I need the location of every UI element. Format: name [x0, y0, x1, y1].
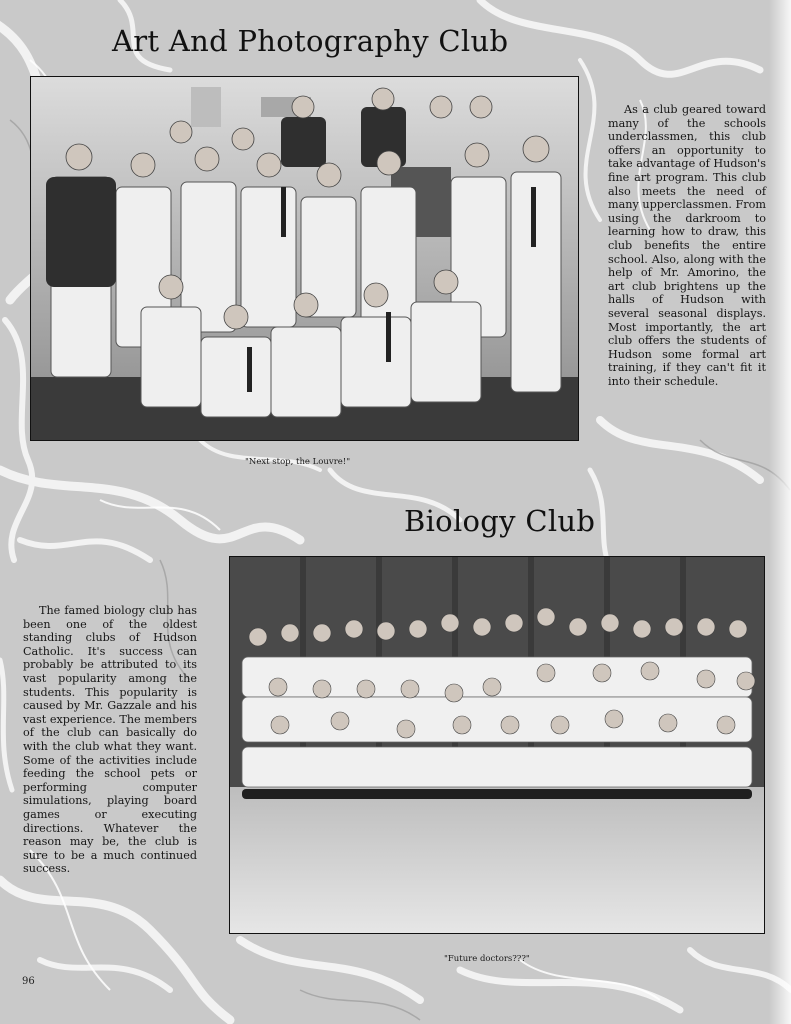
art-club-title: Art And Photography Club [112, 24, 509, 58]
art-club-photo [30, 76, 579, 441]
page-number: 96 [22, 976, 35, 987]
biology-club-photo [229, 556, 765, 934]
art-club-body: As a club geared toward many of the schools underclassmen, this club offers an opportunity to take advantage of Hudson's fine art program. This club also meets the need of many upperclassmen. From using the darkroom to learning how to draw, this club benefits the entire school. Also, along with the help of Mr. Amorino, the art club brightens up the halls of Hudson with several seasonal displays. Most importantly, the art club offers the students of Hudson some formal art training, if they can't fit it into their schedule. [608, 103, 766, 388]
biology-club-caption: "Future doctors???" [444, 954, 530, 964]
page-edge [769, 0, 791, 1024]
biology-club-body: The famed biology club has been one of the oldest standing clubs of Hudson Catholic. It's success can probably be attributed to its vast popularity among the students. This popularity is caused by Mr. Gazzale and his vast experience. The members of the club can basically do with the club what they want. Some of the activities include feeding the school pets or performing computer simulations, playing board games or executing directions. Whatever the reason may be, the club is sure to be a much continued success. [23, 604, 197, 876]
art-club-caption: "Next stop, the Louvre!" [245, 457, 351, 467]
biology-club-title: Biology Club [404, 504, 596, 538]
